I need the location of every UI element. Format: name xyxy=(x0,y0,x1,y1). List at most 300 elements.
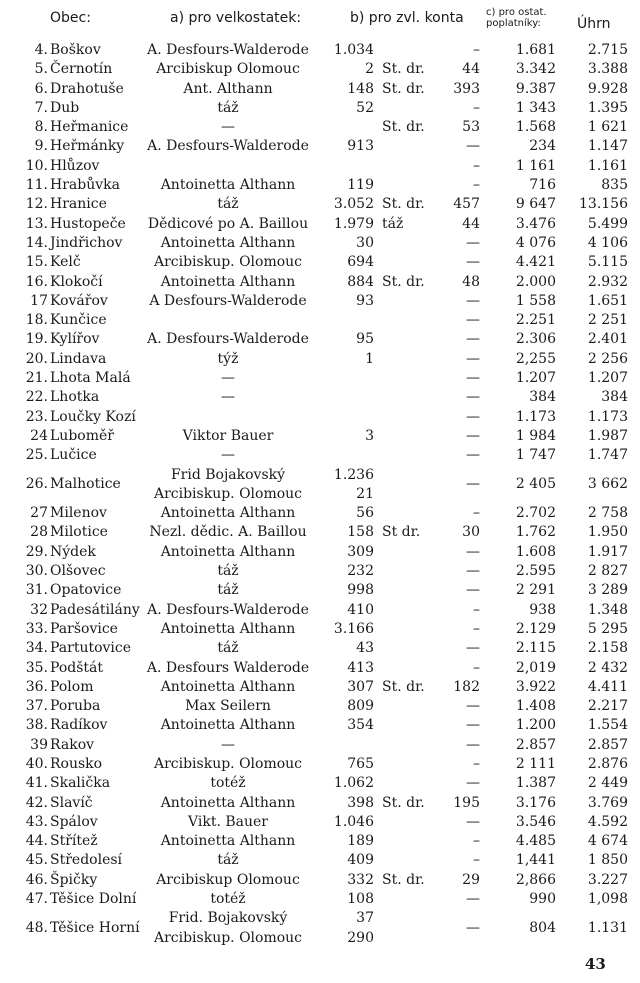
row-number: 12. xyxy=(25,196,48,213)
estate-owner: A. Desfours-Walderode xyxy=(147,42,309,58)
other-payers-value: 2.702 xyxy=(515,505,556,522)
table-row xyxy=(0,80,640,99)
municipality-name: Spálov xyxy=(50,813,98,830)
estate-value: 765 xyxy=(347,755,374,772)
total-value: 3 289 xyxy=(587,582,628,599)
total-value: 2.932 xyxy=(587,273,628,290)
municipality-name: Těšice Horní xyxy=(50,920,140,936)
other-payers-value: 2 111 xyxy=(515,755,556,772)
estate-value: 108 xyxy=(347,891,374,908)
special-account-label: St. dr. xyxy=(382,119,425,136)
other-payers-value: 2.251 xyxy=(515,312,556,329)
estate-owner: Antoinetta Althann xyxy=(160,505,296,522)
municipality-name: Lindava xyxy=(50,350,107,367)
municipality-name: Radíkov xyxy=(50,717,108,734)
other-payers-value: 2.129 xyxy=(515,620,556,637)
total-value: 1.207 xyxy=(587,370,628,387)
special-account-label: St. dr. xyxy=(382,794,425,811)
row-number: 4. xyxy=(34,42,48,58)
special-account-label: St. dr. xyxy=(382,196,425,213)
estate-owner: A. Desfours-Walderode xyxy=(147,138,309,155)
row-number: 19. xyxy=(25,331,48,348)
special-account-value: 44 xyxy=(462,215,480,232)
row-number: 46. xyxy=(25,871,48,888)
other-payers-value: 938 xyxy=(529,601,556,618)
special-account-value: – xyxy=(473,601,480,618)
table-row xyxy=(0,851,640,870)
other-payers-value: 2,255 xyxy=(515,350,556,367)
row-number: 30. xyxy=(25,563,48,580)
row-number: 35. xyxy=(25,659,48,676)
other-payers-value: 990 xyxy=(529,891,556,908)
row-number: 31. xyxy=(25,582,48,599)
total-value: 2.401 xyxy=(587,331,628,348)
estate-value: 119 xyxy=(347,177,374,194)
other-payers-value: 3.546 xyxy=(515,813,556,830)
other-payers-value: 2.857 xyxy=(515,736,556,753)
special-account-value: — xyxy=(466,350,480,367)
table-header xyxy=(0,4,640,42)
estate-owner: — xyxy=(221,389,235,406)
other-payers-value: 1 984 xyxy=(515,427,556,444)
special-account-value: – xyxy=(473,659,480,676)
estate-value: 95 xyxy=(356,331,374,348)
estate-owner-line: Frid Bojakovský xyxy=(170,466,286,483)
estate-owner: Ant. Althann xyxy=(183,80,273,97)
special-account-value: 393 xyxy=(453,80,480,97)
municipality-name: Drahotuše xyxy=(50,80,124,97)
special-account-value: — xyxy=(466,736,480,753)
other-payers-value: 9.387 xyxy=(515,80,556,97)
special-account-label: St. dr. xyxy=(382,61,425,78)
total-value: 5.499 xyxy=(587,215,628,232)
estate-value xyxy=(322,466,374,505)
other-payers-value: 2 291 xyxy=(515,582,556,599)
row-number: 38. xyxy=(25,717,48,734)
row-number: 44. xyxy=(25,833,48,850)
estate-owner: Antoinetta Althann xyxy=(160,794,296,811)
row-number: 11. xyxy=(25,177,48,194)
municipality-name: Kunčice xyxy=(50,312,107,329)
total-value: 835 xyxy=(601,177,628,194)
row-number: 48. xyxy=(25,920,48,936)
municipality-name: Loučky Kozí xyxy=(50,408,136,425)
total-value: 1,098 xyxy=(587,891,628,908)
total-value: 4.592 xyxy=(587,813,628,830)
estate-value: 43 xyxy=(356,640,374,657)
special-account-value: — xyxy=(466,698,480,715)
estate-owner-line: Arcibiskup. Olomouc xyxy=(153,929,303,946)
estate-value: 1.979 xyxy=(333,215,374,232)
row-number: 27 xyxy=(30,505,48,522)
estate-value: 30 xyxy=(356,234,374,251)
total-value: 5.115 xyxy=(587,254,628,271)
estate-owner: Vikt. Bauer xyxy=(188,813,268,830)
estate-owner: A Desfours-Walderode xyxy=(149,292,307,309)
special-account-value: — xyxy=(466,476,480,493)
total-value: 1.950 xyxy=(587,524,628,541)
special-account-value: 457 xyxy=(453,196,480,213)
table-row xyxy=(0,774,640,793)
estate-value: 354 xyxy=(347,717,374,734)
special-account-value: — xyxy=(466,920,480,936)
municipality-name: Heřmánky xyxy=(50,138,125,155)
total-value: 1.395 xyxy=(587,99,628,116)
estate-value: 52 xyxy=(356,99,374,116)
special-account-value: — xyxy=(466,138,480,155)
special-account-value: – xyxy=(473,852,480,869)
other-payers-value: 1.681 xyxy=(515,42,556,58)
total-value: 2 251 xyxy=(587,312,628,329)
other-payers-value: 9 647 xyxy=(515,196,556,213)
header-obec: Obec: xyxy=(50,10,91,26)
table-row xyxy=(0,195,640,214)
row-number: 37. xyxy=(25,698,48,715)
total-value: 1.651 xyxy=(587,292,628,309)
table-row xyxy=(0,350,640,369)
header-uhrn: Úhrn xyxy=(577,16,611,32)
table-row xyxy=(0,871,640,890)
row-number: 10. xyxy=(25,157,48,174)
special-account-value: – xyxy=(473,833,480,850)
table-row xyxy=(0,890,640,909)
special-account-value: 44 xyxy=(462,61,480,78)
special-account-value: – xyxy=(473,620,480,637)
municipality-name: Dub xyxy=(50,99,80,116)
special-account-value: — xyxy=(466,292,480,309)
other-payers-value: 2,866 xyxy=(515,871,556,888)
table-row xyxy=(0,697,640,716)
row-number: 15. xyxy=(25,254,48,271)
row-number: 5. xyxy=(34,61,48,78)
table-row xyxy=(0,41,640,60)
other-payers-value: 1.568 xyxy=(515,119,556,136)
municipality-name: Partutovice xyxy=(50,640,132,657)
special-account-value: 195 xyxy=(453,794,480,811)
table-row xyxy=(0,446,640,465)
municipality-name: Poruba xyxy=(50,698,101,715)
special-account-label: St. dr. xyxy=(382,80,425,97)
estate-owner: Max Seilern xyxy=(185,698,271,715)
municipality-name: Padesátilány xyxy=(50,601,140,618)
total-value: 3 662 xyxy=(587,476,628,493)
other-payers-value: 234 xyxy=(529,138,556,155)
estate-owner xyxy=(132,466,324,505)
estate-value: 307 xyxy=(347,678,374,695)
estate-value: 1.034 xyxy=(333,42,374,58)
special-account-value: — xyxy=(466,408,480,425)
special-account-value: – xyxy=(473,42,480,58)
total-value: 1.161 xyxy=(587,157,628,174)
row-number: 22. xyxy=(25,389,48,406)
other-payers-value: 4.485 xyxy=(515,833,556,850)
total-value: 2 432 xyxy=(587,659,628,676)
special-account-label: St dr. xyxy=(382,524,421,541)
municipality-name: Luboměř xyxy=(50,427,114,444)
municipality-name: Nýdek xyxy=(50,543,96,560)
estate-owner: Antoinetta Althann xyxy=(160,717,296,734)
other-payers-value: 2,019 xyxy=(515,659,556,676)
total-value: 2 256 xyxy=(587,350,628,367)
total-value: 13.156 xyxy=(579,196,628,213)
special-account-value: — xyxy=(466,813,480,830)
row-number: 41. xyxy=(25,775,48,792)
special-account-value: — xyxy=(466,717,480,734)
estate-value: 413 xyxy=(347,659,374,676)
page-number: 43 xyxy=(585,955,606,973)
special-account-value: — xyxy=(466,331,480,348)
estate-owner: Antoinetta Althann xyxy=(160,177,296,194)
special-account-value: – xyxy=(473,755,480,772)
estate-owner: — xyxy=(221,447,235,464)
estate-owner: táž xyxy=(217,582,239,599)
row-number: 42. xyxy=(25,794,48,811)
total-value: 3.388 xyxy=(587,61,628,78)
municipality-name: Kylířov xyxy=(50,331,100,348)
estate-owner: A. Desfours-Walderode xyxy=(147,601,309,618)
estate-value: 3 xyxy=(365,427,374,444)
table-row xyxy=(0,253,640,272)
other-payers-value: 3.176 xyxy=(515,794,556,811)
special-account-value: – xyxy=(473,157,480,174)
total-value: 4.411 xyxy=(587,678,628,695)
estate-value: 232 xyxy=(347,563,374,580)
estate-value: 3.166 xyxy=(333,620,374,637)
total-value: 3.227 xyxy=(587,871,628,888)
total-value: 384 xyxy=(601,389,628,406)
row-number: 32 xyxy=(30,601,48,618)
row-number: 23. xyxy=(25,408,48,425)
special-account-value: — xyxy=(466,447,480,464)
estate-owner: táž xyxy=(217,563,239,580)
table-row xyxy=(0,562,640,581)
special-account-label: St. dr. xyxy=(382,273,425,290)
total-value: 2 449 xyxy=(587,775,628,792)
municipality-name: Skalička xyxy=(50,775,111,792)
estate-owner: — xyxy=(221,119,235,136)
special-account-value: 182 xyxy=(453,678,480,695)
estate-value: 1.062 xyxy=(333,775,374,792)
row-number: 29. xyxy=(25,543,48,560)
table-row xyxy=(0,330,640,349)
total-value: 2.876 xyxy=(587,755,628,772)
municipality-name: Středolesí xyxy=(50,852,123,869)
special-account-value: — xyxy=(466,891,480,908)
estate-owner: táž xyxy=(217,196,239,213)
total-value: 4 106 xyxy=(587,234,628,251)
other-payers-value: 3.476 xyxy=(515,215,556,232)
other-payers-value: 2.595 xyxy=(515,563,556,580)
row-number: 25. xyxy=(25,447,48,464)
estate-value: 809 xyxy=(347,698,374,715)
estate-value: 158 xyxy=(347,524,374,541)
estate-owner: Arcibiskup. Olomouc xyxy=(153,755,303,772)
table-row xyxy=(0,659,640,678)
table-row xyxy=(0,755,640,774)
municipality-name: Olšovec xyxy=(50,563,106,580)
estate-owner-line: Arcibiskup. Olomouc xyxy=(153,485,303,502)
total-value: 9.928 xyxy=(587,80,628,97)
special-account-value: — xyxy=(466,427,480,444)
estate-owner: Antoinetta Althann xyxy=(160,833,296,850)
estate-owner: A. Desfours Walderode xyxy=(146,659,310,676)
estate-value: 694 xyxy=(347,254,374,271)
other-payers-value: 2.115 xyxy=(515,640,556,657)
row-number: 13. xyxy=(25,215,48,232)
special-account-value: — xyxy=(466,563,480,580)
table-row xyxy=(0,137,640,156)
municipality-name: Střítež xyxy=(50,833,98,850)
municipality-name: Hrabůvka xyxy=(50,177,120,194)
other-payers-value: 1 747 xyxy=(515,447,556,464)
municipality-name: Rakov xyxy=(50,736,95,753)
table-row xyxy=(0,292,640,311)
municipality-name: Rousko xyxy=(50,755,103,772)
total-value: 1 621 xyxy=(587,119,628,136)
total-value: 5 295 xyxy=(587,620,628,637)
special-account-value: 29 xyxy=(462,871,480,888)
estate-owner: táž xyxy=(217,640,239,657)
other-payers-value: 1.207 xyxy=(515,370,556,387)
other-payers-value: 2 405 xyxy=(515,476,556,493)
total-value: 1.917 xyxy=(587,543,628,560)
estate-owner: Nezl. dědic. A. Baillou xyxy=(149,524,307,541)
table-row xyxy=(0,832,640,851)
table-row xyxy=(0,427,640,446)
estate-value: 1.046 xyxy=(333,813,374,830)
table-row xyxy=(0,215,640,234)
total-value: 1.348 xyxy=(587,601,628,618)
row-number: 20. xyxy=(25,350,48,367)
table-row xyxy=(0,234,640,253)
estate-owner: Dědicové po A. Baillou xyxy=(147,215,309,232)
municipality-name: Lučice xyxy=(50,447,97,464)
municipality-name: Polom xyxy=(50,678,94,695)
row-number: 24 xyxy=(30,427,48,444)
other-payers-value: 1.387 xyxy=(515,775,556,792)
estate-owner: Antoinetta Althann xyxy=(160,678,296,695)
other-payers-value: 2.306 xyxy=(515,331,556,348)
table-row xyxy=(0,273,640,292)
estate-owner: — xyxy=(221,736,235,753)
row-number: 40. xyxy=(25,755,48,772)
special-account-value: — xyxy=(466,640,480,657)
estate-owner-line: Frid. Bojakovský xyxy=(168,910,288,927)
total-value: 1.554 xyxy=(587,717,628,734)
other-payers-value: 1 343 xyxy=(515,99,556,116)
municipality-name: Kelč xyxy=(50,254,81,271)
other-payers-value: 1 558 xyxy=(515,292,556,309)
municipality-name: Malhotice xyxy=(50,476,121,493)
estate-value: 332 xyxy=(347,871,374,888)
municipality-name: Milenov xyxy=(50,505,107,522)
municipality-name: Černotín xyxy=(50,61,113,78)
table-row xyxy=(0,716,640,735)
table-row xyxy=(0,99,640,118)
estate-owner: Viktor Bauer xyxy=(182,427,274,444)
estate-owner: Antoinetta Althann xyxy=(160,543,296,560)
total-value: 2.715 xyxy=(587,42,628,58)
table-row xyxy=(0,581,640,600)
total-value: 2.217 xyxy=(587,698,628,715)
estate-value: 913 xyxy=(347,138,374,155)
total-value: 1.173 xyxy=(587,408,628,425)
municipality-name: Hranice xyxy=(50,196,107,213)
header-zvl-konta: b) pro zvl. konta xyxy=(350,10,464,26)
other-payers-value: 1.762 xyxy=(515,524,556,541)
table-body xyxy=(0,41,640,948)
table-row xyxy=(0,466,640,505)
row-number: 36. xyxy=(25,678,48,695)
estate-value-line: 290 xyxy=(347,929,374,946)
table-row xyxy=(0,736,640,755)
other-payers-value: 1 161 xyxy=(515,157,556,174)
row-number: 6. xyxy=(34,80,48,97)
estate-value: 998 xyxy=(347,582,374,599)
estate-owner: Antoinetta Althann xyxy=(160,234,296,251)
municipality-name: Klokočí xyxy=(50,273,103,290)
table-row xyxy=(0,639,640,658)
estate-owner: totéž xyxy=(210,775,246,792)
row-number: 45. xyxy=(25,852,48,869)
other-payers-value: 2.000 xyxy=(515,273,556,290)
municipality-name: Podštát xyxy=(50,659,104,676)
estate-owner: Antoinetta Althann xyxy=(160,620,296,637)
special-account-value: 53 xyxy=(462,119,480,136)
table-row xyxy=(0,620,640,639)
other-payers-value: 4.421 xyxy=(515,254,556,271)
row-number: 8. xyxy=(34,119,48,136)
special-account-value: – xyxy=(473,177,480,194)
special-account-value: — xyxy=(466,312,480,329)
estate-owner: Arcibiskup Olomouc xyxy=(156,871,300,888)
row-number: 34. xyxy=(25,640,48,657)
other-payers-value: 1.173 xyxy=(515,408,556,425)
other-payers-value: 1,441 xyxy=(515,852,556,869)
estate-owner: Arcibiskup Olomouc xyxy=(156,61,300,78)
estate-value: 93 xyxy=(356,292,374,309)
estate-owner: totéž xyxy=(210,891,246,908)
estate-owner: Arcibiskup. Olomouc xyxy=(153,254,303,271)
municipality-name: Těšice Dolní xyxy=(50,891,137,908)
estate-value-line: 21 xyxy=(356,485,374,502)
estate-value-line: 37 xyxy=(356,910,374,927)
table-row xyxy=(0,794,640,813)
municipality-name: Hlůzov xyxy=(50,157,100,174)
row-number: 21. xyxy=(25,370,48,387)
estate-value: 56 xyxy=(356,505,374,522)
municipality-name: Paršovice xyxy=(50,620,118,637)
table-row xyxy=(0,408,640,427)
estate-owner: — xyxy=(221,370,235,387)
other-payers-value: 1.408 xyxy=(515,698,556,715)
special-account-value: — xyxy=(466,234,480,251)
estate-value: 398 xyxy=(347,794,374,811)
total-value: 2.158 xyxy=(587,640,628,657)
estate-value: 1 xyxy=(365,350,374,367)
table-row xyxy=(0,601,640,620)
row-number: 9. xyxy=(34,138,48,155)
special-account-value: — xyxy=(466,254,480,271)
table-row xyxy=(0,388,640,407)
other-payers-value: 384 xyxy=(529,389,556,406)
estate-value xyxy=(322,909,374,948)
special-account-value: — xyxy=(466,389,480,406)
special-account-label: St. dr. xyxy=(382,871,425,888)
estate-owner xyxy=(132,909,324,948)
table-row xyxy=(0,369,640,388)
total-value: 2 758 xyxy=(587,505,628,522)
